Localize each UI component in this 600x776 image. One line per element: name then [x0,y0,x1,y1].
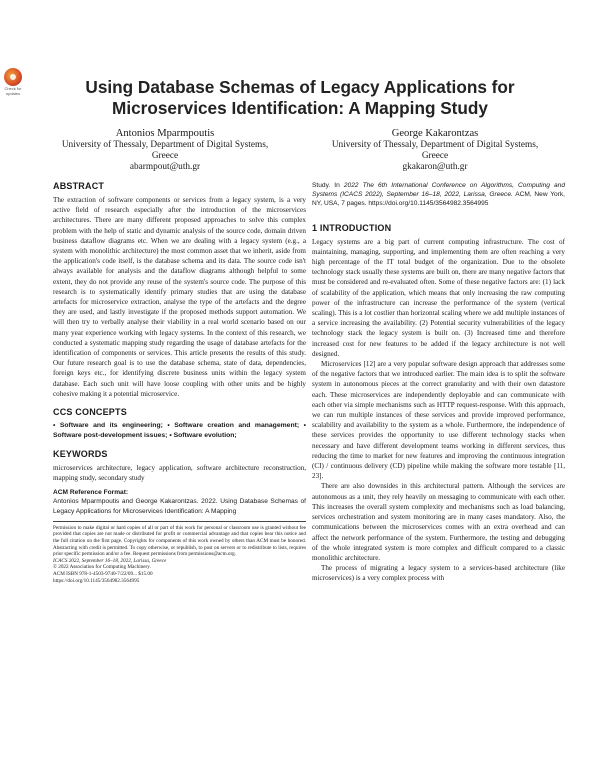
author-affiliation: University of Thessaly, Department of Digital Systems, [61,140,269,150]
acm-reference-heading: ACM Reference Format: [53,489,129,497]
introduction-heading: 1 INTRODUCTION [312,222,392,233]
acm-reference-text: Antonios Mparmpoutis and George Kakarontzas. 2022. Using Database Schemas of Legacy Applications for Microservices Identification: A Mapping [53,498,306,515]
acm-reference-continuation [312,181,565,209]
paper-title: Using Database Schemas of Legacy Applications for Microservices Identification: A Mapping Study [85,77,515,118]
left-column [53,180,306,584]
author-affiliation: University of Thessaly, Department of Digital Systems, [331,140,539,150]
copyright-line: © 2022 Association for Computing Machinery. [53,564,151,571]
isbn-line: ACM ISBN 978-1-4503-9740-7/22/09... $15.00 [53,571,153,578]
introduction-paragraph-2: Microservices [12] are a very popular software design approach that addresses some of the negative factors that we introduced earlier. The main idea is to split the software system in autonomous pieces at the correct granularity and with their own datastore each. These microservices are independently deployable and can communicate with each other via simple mechanisms such as HTTP request-response. With this approach, we can run multiple instances of these services and provide improved performance, scalability and availability to the system as a whole. Furthermore, the independence of these services provides the opportunity to use different technology stacks when necessary and have different development teams working in different services, thus reducing the time to market for new features and improving the continuous integration (CI) / continuous delivery (CD) pipeline while making the software more testable [11, 23]. [312,360,565,481]
check-for-updates-label: Check for updates [4,86,22,96]
introduction-paragraph-4: The process of migrating a legacy system to a services-based architecture (like microservices) is a very complex process with [312,564,565,583]
footnote-divider [53,521,306,522]
acm-reference-venue: 2022 The 6th International Conference on Algorithms, Computing and Systems (ICACS 2022), September 16–18, 2022, Larissa, Greece. [312,182,565,199]
author-email: abarmpout@uth.gr [129,162,201,173]
author-block-2 [310,127,560,174]
keywords-text: microservices architecture, legacy application, software architecture reconstruction, mapping study, secondary study [53,464,306,483]
check-for-updates-icon [4,68,22,86]
right-column [312,181,565,584]
acm-reference-continuation-suffix: ACM, New York, NY, USA, 7 pages. https://doi.org/10.1145/3564982.3564995 [312,191,565,208]
author-country: Greece [151,151,179,162]
author-block-1 [40,127,290,174]
author-country: Greece [421,151,449,162]
ccs-text: • Software and its engineering; • Software creation and management; • Software post-development issues; • Software evolution; [53,422,306,440]
permission-statement: Permission to make digital or hard copies of all or part of this work for personal or classroom use is granted without fee provided that copies are not made or distributed for profit or commercial advantage and that copies bear this notice and the full citation on the first page. Copyrights for components of this work owned by others than ACM must be honored. Abstracting with credit is permitted. To copy otherwise, or republish, to post on servers or to redistribute to lists, requires prior specific permission and/or a fee. Request permissions from permissions@acm.org. [53,524,306,558]
doi-link[interactable]: https://doi.org/10.1145/3564982.3564995 [53,577,140,584]
keywords-heading: KEYWORDS [53,449,108,460]
acm-reference-continuation-prefix: Study. In [312,182,344,189]
author-email: gkakaron@uth.gr [402,162,468,173]
abstract-text: The extraction of software components or services from a legacy system, is a very active field of research especially after the introduction of the microservices architectures. There are many different proposed approaches to solve this complex problem with the help of static and dynamic analysis of the source code, domain driven business dataflow diagrams etc. When we are dealing with a legacy system (e.g., a system with monolithic architecture) the most common asset that we inherit, aside from the application's code itself, is the database schema and its data. The source code isn't always available for analysis and the dataflow diagrams although helpful to some extent, they do not provide any reuse of the system's source code. The purpose of this research is to systematically identify primary studies that are using the database artefacts for microservice extraction, analyse the type of the artefacts and the degree they are used, and lastly investigate if the proposed methods support automation. We will then try to verbally analyse their viability in a real world scenario based on our many year experience working with legacy systems. In the context of this research, we conducted a systematic mapping study regarding the usage of database artefacts for the identification of components or services. This article presents the results of this study. Our future research goal is to use the database schema, state of data, dependencies, foreign keys etc., for identifying discrete business units within the legacy system database. Each such unit will have loose coupling with other units and be highly cohesive making it a potential microservice. [53,196,306,398]
ccs-heading: CCS CONCEPTS [53,407,127,418]
introduction-paragraph-1: Legacy systems are a big part of current computing infrastructure. The cost of maintaining, managing, supporting, and implementing them are often reaching a very high percentage of the IT total budget of the organization. Due to the obsolete technology stack usually these systems are built on, there are many negative factors that must be considered and re-evaluated often. Some of these negative factors are: (1) lack of scalability of the application, which means that only increasing the raw computing power of the infrastructure can increase the performance of the system (vertical scaling). This is a lot costlier than horizontal scaling where we add multiple instances of a service increasing the availability. (2) Potential security vulnerabilities of the legacy technology stack the legacy system is built on. (3) Increased time and therefore increased cost for new features to be added if the legacy architecture is not well designed. [312,237,565,358]
author-name: George Kakarontzas [391,128,479,139]
introduction-paragraph-3: There are also downsides in this architectural pattern. Although the services are autonomous as a unit, they rely heavily on messaging to communicate with each other. This increases the overall system complexity and mechanisms such as load balancing, services orchestration and system monitoring are in many cases mandatory. Also, the communications between the microservices comes with an extra overhead and can affect the network performance of the system. Furthermore, the testing and debugging of the whole integrated system is more complex and difficult compared to a classic monolithic architecture. [312,482,565,562]
abstract-heading: ABSTRACT [53,181,105,191]
check-for-updates-badge[interactable] [2,68,24,96]
author-name: Antonios Mparmpoutis [115,128,215,139]
conference-line: ICACS 2022, September 16–18, 2022, Larissa, Greece [53,557,167,564]
